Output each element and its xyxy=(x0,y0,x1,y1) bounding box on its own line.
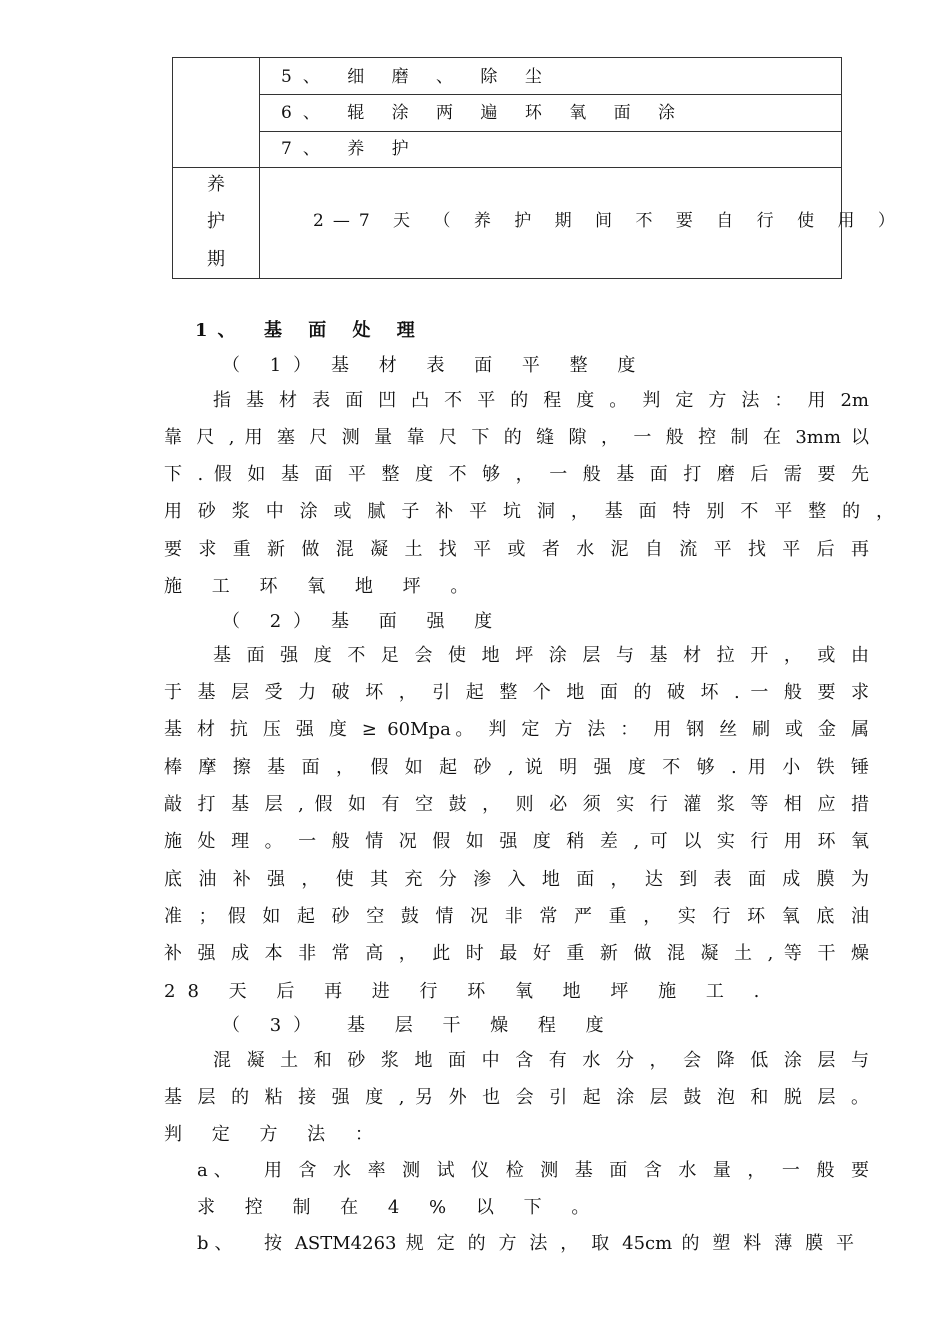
p3-line: 基 层 的 粘 接 强 度 , 另 外 也 会 引 起 涂 层 鼓 泡 和 脱 层 。 xyxy=(164,1087,869,1108)
p3-line: 混 凝 土 和 砂 浆 地 面 中 含 有 水 分 ， 会 降 低 涂 层 与 xyxy=(213,1050,869,1071)
p2-line: 棒 摩 擦 基 面 ， 假 如 起 砂 , 说 明 强 度 不 够 . 用 小 铁 锤 xyxy=(164,757,869,778)
p2-line: 基 面 强 度 不 足 会 使 地 坪 涂 层 与 基 材 拉 开 ， 或 由 xyxy=(213,645,869,666)
p3-line: 判 定 方 法 ： xyxy=(164,1124,385,1145)
item-a-text: 用 含 水 率 测 试 仪 检 测 基 面 含 水 量 ， 一 般 要 xyxy=(264,1160,869,1181)
step-5: 5、 细 磨 、 除 尘 xyxy=(281,67,553,87)
p2-line: 施 处 理 。 一 般 情 况 假 如 强 度 稍 差 , 可 以 实 行 用 环 氧 xyxy=(164,831,869,852)
p1-line: 指 基 材 表 面 凹 凸 不 平 的 程 度 。 判 定 方 法 ： 用 2m xyxy=(213,390,869,411)
label-char-3: 期 xyxy=(207,249,225,270)
sub1-title: 基 材 表 面 平 整 度 xyxy=(331,355,648,376)
table-column-divider xyxy=(259,58,260,278)
table-row-divider xyxy=(173,167,841,168)
p1-line: 要 求 重 新 做 混 凝 土 找 平 或 者 水 泥 自 流 平 找 平 后 再 xyxy=(164,539,869,560)
section-title: 基 面 处 理 xyxy=(264,320,425,341)
p2-line: 基 材 抗 压 强 度 ≥ 60Mpa。 判 定 方 法 ： 用 钢 丝 刷 或 金 属 xyxy=(164,719,869,740)
p1-line: 靠 尺 , 用 塞 尺 测 量 靠 尺 下 的 缝 隙 ， 一 般 控 制 在 3mm 以 xyxy=(164,427,869,448)
p1-line: 用 砂 浆 中 涂 或 腻 子 补 平 坑 洞 ， 基 面 特 别 不 平 整 的 ， xyxy=(164,501,894,522)
item-a-label: a、 xyxy=(197,1160,238,1181)
p2-line: 于 基 层 受 力 破 坏 ， 引 起 整 个 地 面 的 破 坏 . 一 般 要 求 xyxy=(164,682,869,703)
label-char-2: 护 xyxy=(207,211,225,232)
process-table xyxy=(172,57,904,279)
p2-line: 补 强 成 本 非 常 高 ， 此 时 最 好 重 新 做 混 凝 土 , 等 干 燥 xyxy=(164,943,869,964)
step-6: 6、 辊 涂 两 遍 环 氧 面 涂 xyxy=(281,103,687,123)
cure-period-text: 2—7 天 （ 养 护 期 间 不 要 自 行 使 用 ） xyxy=(313,211,904,231)
p2-line: 28 天 后 再 进 行 环 氧 地 坪 施 工 . xyxy=(164,981,772,1002)
p2-line: 准 ； 假 如 起 砂 空 鼓 情 况 非 常 严 重 ， 实 行 环 氧 底 油 xyxy=(164,906,869,927)
item-b-text: 按 ASTM4263 规 定 的 方 法 ， 取 45cm 的 塑 料 薄 膜 平 xyxy=(264,1233,854,1254)
item-a-text-cont: 求 控 制 在 4 % 以 下 。 xyxy=(197,1197,602,1218)
table-row-divider xyxy=(259,131,841,132)
p1-line: 施 工 环 氧 地 坪 。 xyxy=(164,576,481,597)
sub2-number: （ 2） xyxy=(222,611,324,632)
sub1-number: （ 1） xyxy=(222,355,324,376)
step-7: 7、 养 护 xyxy=(281,139,420,159)
section-number: 1、 xyxy=(195,320,246,341)
item-b-label: b、 xyxy=(197,1233,239,1254)
sub3-number: （ 3） xyxy=(222,1015,324,1036)
sub2-title: 基 面 强 度 xyxy=(331,611,505,632)
p2-line: 敲 打 基 层 , 假 如 有 空 鼓 ， 则 必 须 实 行 灌 浆 等 相 应 措 xyxy=(164,794,869,815)
p1-line: 下 . 假 如 基 面 平 整 度 不 够 ， 一 般 基 面 打 磨 后 需 要 先 xyxy=(164,464,869,485)
p2-line: 底 油 补 强 ， 使 其 充 分 渗 入 地 面 ， 达 到 表 面 成 膜 为 xyxy=(164,869,869,890)
table-row-divider xyxy=(259,94,841,95)
label-char-1: 养 xyxy=(207,174,225,195)
sub3-title: 基 层 干 燥 程 度 xyxy=(347,1015,616,1036)
